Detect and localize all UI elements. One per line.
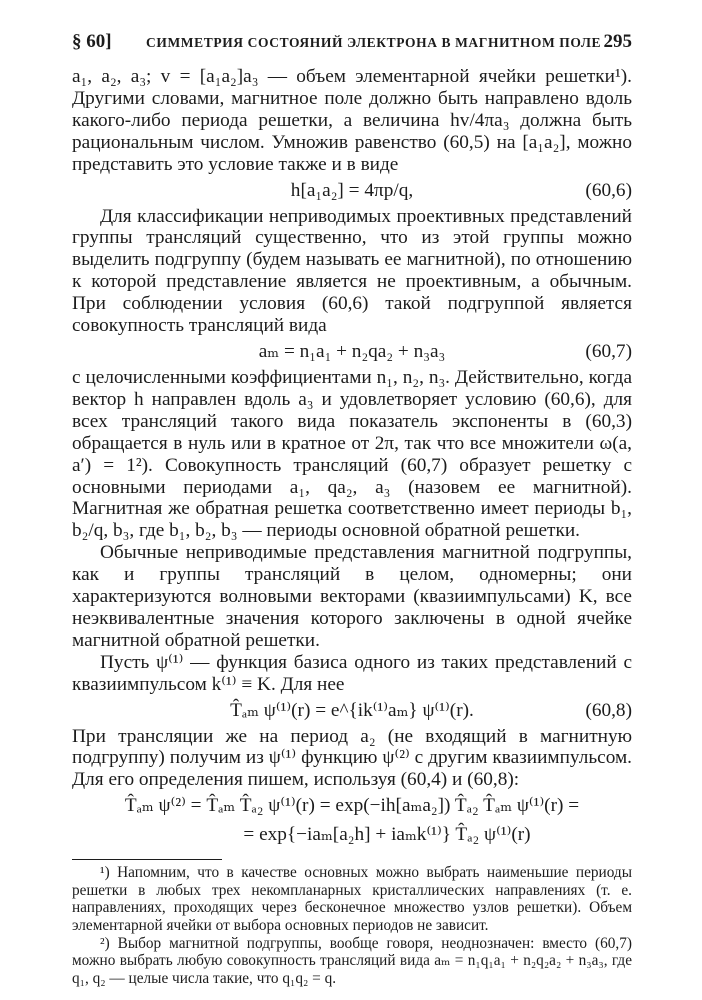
main-text <box>72 66 632 987</box>
equation-derivation-line-1 <box>72 791 632 820</box>
paragraph-4: Обычные неприводимые представления магнитной подгруппы, как и группы трансляций в целом, одномерны; они характеризуются волновыми векторами (квазиимпульсами) K, все неэквивалентные значения которого заключены в одной ячейке магнитной обратной решетки. <box>72 542 632 651</box>
equation-derivation-line-2-formula: = exp{−iaₘ[a₂h] + iaₘk⁽¹⁾} T̂ₐ₂ ψ⁽¹⁾(r) <box>243 824 531 846</box>
footnote-separator <box>72 859 222 860</box>
equation-60-6-label: (60,6) <box>585 179 632 201</box>
equation-derivation-line-2 <box>72 820 632 849</box>
equation-60-8-formula: T̂ₐₘ ψ⁽¹⁾(r) = e^{ik⁽¹⁾aₘ} ψ⁽¹⁾(r). <box>230 699 474 721</box>
equation-60-7 <box>72 337 632 367</box>
equation-60-7-formula: aₘ = n₁a₁ + n₂qa₂ + n₃a₃ <box>258 340 446 362</box>
running-title: СИММЕТРИЯ СОСТОЯНИЙ ЭЛЕКТРОНА В МАГНИТНОМ ПОЛЕ <box>146 35 602 50</box>
equation-60-7-label: (60,7) <box>585 340 632 362</box>
footnote-1: ¹) Напомним, что в качестве основных можно выбрать наименьшие периоды решетки в любых трех некомпланарных кристаллических направлениях (т. е. направлениях, проходящих через бесконечное множество узлов решетки). Объем элементарной ячейки от выбора основных периодов не зависит. <box>72 864 632 935</box>
equation-60-6-formula: h[a₁a₂] = 4πp/q, <box>290 179 414 201</box>
page-number: 295 <box>603 31 632 52</box>
equation-60-8-label: (60,8) <box>585 699 632 721</box>
paragraph-1: a₁, a₂, a₃; v = [a₁a₂]a₃ — объем элементарной ячейки решетки¹). Другими словами, магнитное поле должно быть направлено вдоль какого-либо периода решетки, а величина hv/4πa₃ должна быть рациональным числом. Умножив равенство (60,5) на [a₁a₂], можно представить это условие также и в виде <box>72 66 632 175</box>
running-header <box>72 31 632 55</box>
paragraph-5: Пусть ψ⁽¹⁾ — функция базиса одного из таких представлений с квазиимпульсом k⁽¹⁾ ≡ K. Для нее <box>72 651 632 695</box>
equation-60-6 <box>72 176 632 206</box>
equation-derivation-line-1-formula: T̂ₐₘ ψ⁽²⁾ = T̂ₐₘ T̂ₐ₂ ψ⁽¹⁾(r) = exp(−ih[aₘa₂]) T̂ₐ₂ T̂ₐₘ ψ⁽¹⁾(r) = <box>124 795 580 817</box>
section-number: § 60] <box>72 31 112 52</box>
equation-60-8 <box>72 696 632 726</box>
paragraph-2: Для классификации неприводимых проективных представлений группы трансляций существенно, что из этой группы можно выделить подгруппу (будем называть ее магнитной), по отношению к которой представление является не проективным, а обычным. При соблюдении условия (60,6) такой подгруппой является совокупность трансляций вида <box>72 205 632 337</box>
paragraph-6: При трансляции же на период a₂ (не входящий в магнитную подгруппу) получим из ψ⁽¹⁾ функцию ψ⁽²⁾ с другим квазиимпульсом. Для его определения пишем, используя (60,4) и (60,8): <box>72 725 632 791</box>
paragraph-3: с целочисленными коэффициентами n₁, n₂, n₃. Действительно, когда вектор h направлен вдоль a₃ и удовлетворяет условию (60,6), для всех трансляций такого вида показатель экспоненты в (60,3) обращается в нуль или в кратное от 2π, так что все множители ω(a, a′) = 1²). Совокупность трансляций (60,7) образует решетку с основными периодами a₁, qa₂, a₃ (назовем ее магнитной). Магнитная же обратная решетка соответственно имеет периоды b₁, b₂/q, b₃, где b₁, b₂, b₃ — периоды основной обратной решетки. <box>72 366 632 542</box>
footnote-2: ²) Выбор магнитной подгруппы, вообще говоря, неоднозначен: вместо (60,7) можно выбрать любую совокупность трансляций вида aₘ = n₁q₁a₁ + n₂q₂a₂ + n₃a₃, где q₁, q₂ — целые числа такие, что q₁q₂ = q. <box>72 934 632 987</box>
